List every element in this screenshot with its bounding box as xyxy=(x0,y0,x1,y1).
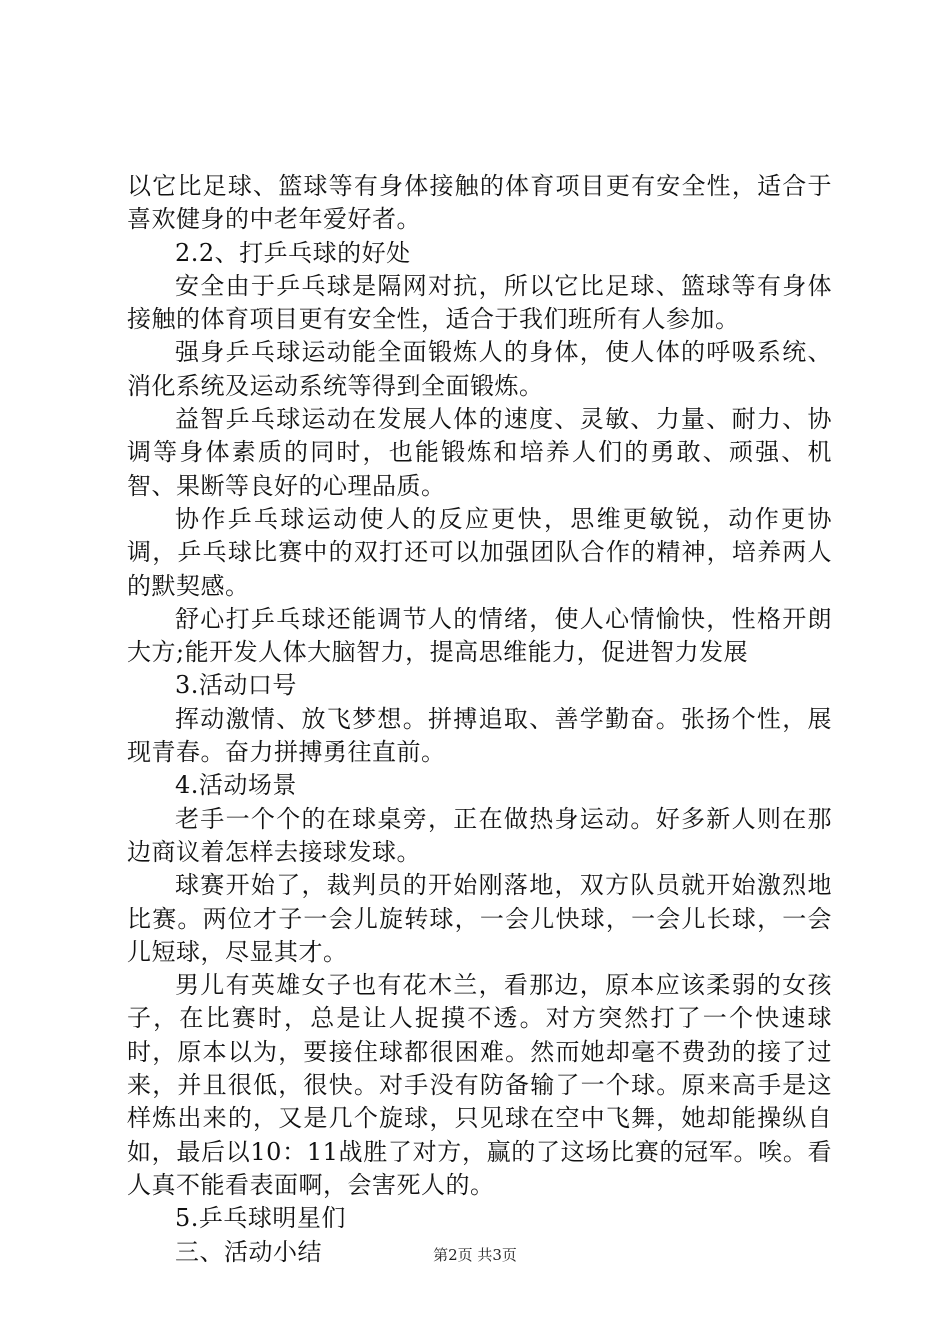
paragraph-scene-warmup: 老手一个个的在球桌旁，正在做热身运动。好多新人则在那边商议着怎样去接球发球。 xyxy=(127,804,832,866)
paragraph-slogan: 挥动激情、放飞梦想。拼搏追取、善学勤奋。张扬个性，展现青春。奋力拼搏勇往直前。 xyxy=(127,704,832,767)
section-heading-summary: 三、活动小结 xyxy=(175,1237,322,1266)
section-heading-4: 4.活动场景 xyxy=(175,771,297,800)
document-body xyxy=(127,170,832,1269)
paragraph-continuation: 以它比足球、篮球等有身体接触的体育项目更有安全性，适合于喜欢健身的中老年爱好者。 xyxy=(127,172,832,234)
paragraph-fitness: 强身乒乓球运动能全面锻炼人的身体，使人体的呼吸系统、消化系统及运动系统等得到全面锻炼。 xyxy=(127,338,832,400)
paragraph-cooperation: 协作乒乓球运动使人的反应更快，思维更敏锐，动作更协调，乒乓球比赛中的双打还可以加强团队合作的精神，培养两人的默契感。 xyxy=(127,504,832,600)
section-heading-2-2: 2.2、打乒乓球的好处 xyxy=(175,238,411,267)
paragraph-scene-match: 球赛开始了，裁判员的开始刚落地，双方队员就开始激烈地比赛。两位才子一会儿旋转球，一会儿快球，一会儿长球，一会儿短球，尽显其才。 xyxy=(127,871,832,966)
paragraph-scene-girl: 男儿有英雄女子也有花木兰，看那边，原本应该柔弱的女孩子，在比赛时，总是让人捉摸不透。对方突然打了一个快速球时，原本以为，要接住球都很困难。然而她却毫不费劲的接了过来，并且很低，很快。对手没有防备输了一个球。原来高手是这样炼出来的，又是几个旋球，只见球在空中飞舞，她却能操纵自如，最后以10：11战胜了对方，赢的了这场比赛的冠军。唉。看人真不能看表面啊，会害死人的。 xyxy=(127,971,832,1199)
section-heading-3: 3.活动口号 xyxy=(175,671,297,700)
section-heading-5: 5.乒乓球明星们 xyxy=(175,1204,346,1233)
paragraph-safety: 安全由于乒乓球是隔网对抗，所以它比足球、篮球等有身体接触的体育项目更有安全性，适合于我们班所有人参加。 xyxy=(127,271,832,334)
paragraph-mood: 舒心打乒乓球还能调节人的情绪，使人心情愉快，性格开朗大方;能开发人体大脑智力，提高思维能力，促进智力发展 xyxy=(127,604,832,667)
page-footer: 第2页 共3页 xyxy=(433,1246,517,1264)
paragraph-intelligence: 益智乒乓球运动在发展人体的速度、灵敏、力量、耐力、协调等身体素质的同时，也能锻炼和培养人们的勇敢、顽强、机智、果断等良好的心理品质。 xyxy=(127,405,832,500)
